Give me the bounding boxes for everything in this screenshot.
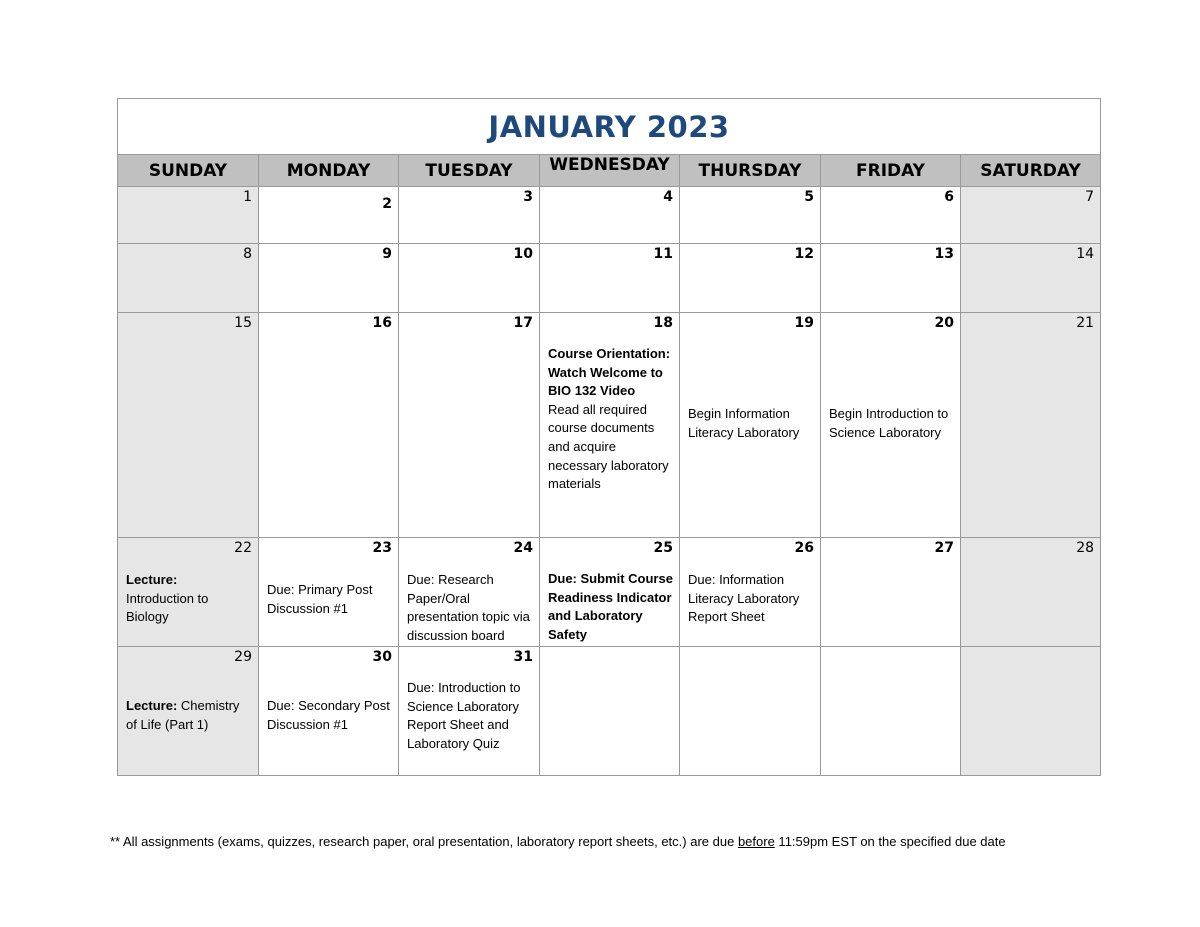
event-lecture-chemistry [118, 697, 258, 734]
day-cell-14 [961, 244, 1101, 313]
date-number: 6 [944, 189, 954, 205]
day-cell-25 [540, 538, 680, 647]
day-cell-28 [961, 538, 1101, 647]
day-cell-26 [680, 538, 821, 647]
day-cell-6 [821, 187, 961, 244]
day-cell-24 [399, 538, 540, 647]
empty-cell [961, 647, 1101, 776]
date-number: 14 [1076, 246, 1095, 262]
empty-cell [680, 647, 821, 776]
footnote [110, 834, 1006, 849]
date-number: 5 [804, 189, 814, 205]
event-lecture-topic: Introduction to Biology [126, 590, 209, 625]
day-header-saturday: SATURDAY [961, 155, 1101, 187]
day-cell-19 [680, 313, 821, 538]
day-header-wednesday-label: WEDNESDAY [549, 155, 670, 175]
day-cell-1 [118, 187, 259, 244]
date-number: 26 [794, 540, 814, 556]
date-number: 16 [372, 315, 392, 331]
day-cell-15 [118, 313, 259, 538]
footnote-prefix: ** All assignments (exams, quizzes, research paper, oral presentation, laboratory report sheets, etc.) are due [110, 834, 738, 849]
date-number: 15 [234, 315, 252, 331]
day-cell-2 [259, 187, 399, 244]
date-number: 31 [513, 649, 533, 665]
date-number: 28 [1076, 540, 1095, 556]
empty-cell [821, 647, 961, 776]
date-number: 8 [243, 246, 252, 262]
day-cell-3 [399, 187, 540, 244]
day-cell-10 [399, 244, 540, 313]
date-number: 27 [934, 540, 954, 556]
day-cell-17 [399, 313, 540, 538]
event-course-readiness: Due: Submit Course Readiness Indicator and Laboratory Safety [548, 571, 673, 642]
date-number: 13 [934, 246, 954, 262]
event-secondary-post: Due: Secondary Post Discussion #1 [267, 698, 390, 732]
date-number: 25 [653, 540, 673, 556]
date-number: 17 [513, 315, 533, 331]
date-number: 18 [653, 315, 673, 331]
event-lecture-intro-biology [118, 571, 258, 627]
day-header-friday: FRIDAY [821, 155, 961, 187]
day-cell-12 [680, 244, 821, 313]
event-lecture-label: Lecture: [126, 698, 178, 713]
date-number: 19 [794, 315, 814, 331]
calendar-title: JANUARY 2023 [488, 109, 730, 144]
date-number: 10 [513, 246, 533, 262]
event-intro-science-lab: Begin Introduction to Science Laboratory [829, 406, 949, 440]
day-cell-23 [259, 538, 399, 647]
date-number: 12 [794, 246, 814, 262]
event-lecture-topic: Chemistry of Life (Part 1) [126, 698, 240, 732]
date-number: 7 [1085, 189, 1095, 205]
date-number: 24 [513, 540, 533, 556]
day-cell-29 [118, 647, 259, 776]
day-header-wednesday [540, 155, 680, 187]
day-cell-9 [259, 244, 399, 313]
date-number: 21 [1076, 315, 1095, 331]
day-header-thursday: THURSDAY [680, 155, 821, 187]
day-cell-31 [399, 647, 540, 776]
day-cell-30 [259, 647, 399, 776]
calendar-title-cell [118, 99, 1101, 155]
day-cell-21 [961, 313, 1101, 538]
day-header-monday: MONDAY [259, 155, 399, 187]
day-cell-22 [118, 538, 259, 647]
event-primary-post: Due: Primary Post Discussion #1 [267, 582, 373, 616]
date-number: 23 [372, 540, 392, 556]
date-number: 20 [934, 315, 954, 331]
date-number: 30 [372, 649, 392, 665]
day-cell-18 [540, 313, 680, 538]
footnote-underlined: before [737, 834, 775, 849]
event-info-literacy-report: Due: Information Literacy Laboratory Report Sheet [688, 572, 800, 625]
day-header-tuesday: TUESDAY [399, 155, 540, 187]
date-number: 1 [243, 189, 252, 205]
event-research-topic: Due: Research Paper/Oral presentation topic via discussion board [407, 572, 530, 643]
empty-cell [540, 647, 680, 776]
day-cell-16 [259, 313, 399, 538]
day-cell-5 [680, 187, 821, 244]
date-number: 3 [523, 189, 533, 205]
event-course-orientation [540, 345, 679, 494]
calendar-table [117, 98, 1101, 776]
event-course-orientation-detail: Read all required course documents and acquire necessary laboratory materials [548, 401, 669, 492]
day-cell-11 [540, 244, 680, 313]
date-number: 2 [382, 196, 392, 212]
day-cell-4 [540, 187, 680, 244]
day-cell-13 [821, 244, 961, 313]
event-intro-science-report: Due: Introduction to Science Laboratory Report Sheet and Laboratory Quiz [407, 680, 521, 751]
day-cell-20 [821, 313, 961, 538]
date-number: 29 [234, 649, 252, 665]
day-cell-8 [118, 244, 259, 313]
footnote-suffix: 11:59pm EST on the specified due date [774, 834, 1006, 849]
day-cell-27 [821, 538, 961, 647]
date-number: 4 [663, 189, 673, 205]
day-header-sunday: SUNDAY [118, 155, 259, 187]
event-info-literacy-lab: Begin Information Literacy Laboratory [688, 406, 800, 440]
date-number: 11 [653, 246, 673, 262]
event-course-orientation-title: Course Orientation: Watch Welcome to BIO 132 Video [548, 346, 671, 399]
date-number: 22 [234, 540, 252, 556]
event-lecture-label: Lecture: [126, 572, 178, 587]
day-cell-7 [961, 187, 1101, 244]
date-number: 9 [382, 246, 392, 262]
